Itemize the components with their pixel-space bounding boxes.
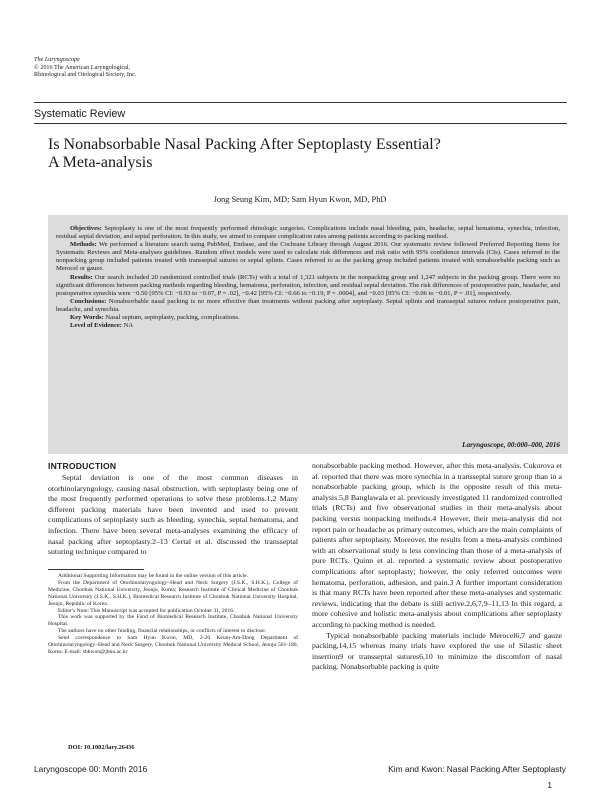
footnote: This work was supported by the Fund of Biomedical Research Institute, Chonbuk National University Hospital. [48,614,298,628]
keywords-text: Nasal septum, septoplasty, packing, complications. [103,314,240,322]
abstract-box [48,215,568,454]
abstract-level [56,322,560,330]
level-label: Level of Evidence: [70,322,123,330]
footnote-divider [48,569,144,570]
author-list: Jong Seung Kim, MD; Sam Hyun Kwon, MD, PhD [213,195,387,204]
objectives-text: Septoplasty is one of the most frequently performed rhinologic surgeries. Complications include nasal bleeding, pain, headache, septal hematoma, synechia, infection, residual septal deviation, and septal perforation. In this study, we aimed to compare complication rates among patients according to packing method. [56,225,560,241]
footnote: From the Department of Otorhinolaryngology–Head and Neck Surgery (J.S.K., S.H.K.), College of Medicine, Chonbuk National University, Jeonju, Korea; Research Institute of Clinical Medicine of Chonbuk National University (J.S.K., S.H.K.), Biomedical Research Institute of Chonbuk National University Hospital, Jeonju, Republic of Korea. [48,579,298,607]
journal-header [34,56,136,79]
section-divider [34,123,567,124]
abstract-keywords [56,314,560,322]
intro-heading: INTRODUCTION [48,461,117,471]
journal-name: The Laryngoscope [34,56,80,63]
footnote: Send correspondence to Sam Hyun Kwon, MD, 2-20 Keum-Am-Dong Department of Otorhinolaryngology–Head and Neck Surgery, Chonbuk National University Medical School, Jeonju 561-180, Korea. E-mail: shkwon@jbnu.ac.kr [48,635,298,655]
copyright-line: © 2016 The American Laryngological, [34,63,131,71]
intro-paragraph-1: Septal deviation is one of the most common diseases in otorhinolaryngology, causing nasal obstruction, with septoplasty being one of the most frequently performed operations to solve these problems.1,2 Many different packing materials have been invented and used to prevent complications of septoplasty such as bleeding, synechia, septal hematoma, and infection. There have been several meta-analyses examining the efficacy of nasal packing after septoplasty.2–13 Certal et al. discussed the transseptal suturing technique compared to [48,473,298,557]
title-line-1: Is Nonabsorbable Nasal Packing After Septoplasty Essential? [48,136,441,153]
top-divider [34,102,567,103]
section-label: Systematic Review [34,108,126,120]
abstract-results [56,274,560,298]
title-line-2: A Meta-analysis [48,154,153,171]
abstract-objectives [56,225,560,241]
footnote: The authors have no other funding, financial relationships, or conflicts of interest to disclose. [58,628,267,635]
objectives-label: Objectives: [70,225,102,232]
intro-paragraph-2: nonabsorbable packing method. However, after this meta-analysis, Cukurova et al. reported that there was more synechia in a transseptal suture group than in a nonabsorbable packing group, which is the opposite result of this meta-analysis.5,8 Banglawala et al. previously investigated 11 randomized controlled trials (RCTs) and five observational studies in their meta-analysis about packing versus nonpacking methods.4 However, their meta-analysis did not report pain or headache as primary outcomes, which are the main complaints of patients after septoplasty. Moreover, the results from a meta-analysis combined with an observational study is less convincing than those of a meta-analysis of pure RCTs. Quinn et al. reported a systematic review about postoperative complications after septoplasty; however, the only referred outcomes were hematoma, perforation, adhesion, and pain.3 A further important consideration is that many RCTs have been reported after these meta-analyses and systematic reviews, indicating that the debate is still active.2,6,7,9–11,13 In this regard, a more cohesive and holistic meta-analysis about complications after septoplasty according to packing method is needed. [312,461,562,629]
results-label: Results: [70,273,93,281]
article-title [48,136,568,172]
conclusions-text: Nonabsorbable nasal packing is no more effective than treatments without packing after septoplasty. Septal splints and transseptal sutures reduce postoperative pain, headache, and synechia. [56,297,560,313]
footnote: Editor's Note: This Manuscript was accepted for publication October 31, 2016. [58,607,235,614]
journal-citation: Laryngoscope, 00:000–000, 2016 [462,440,560,449]
left-column [48,473,298,558]
intro-paragraph-3: Typical nonabsorbable packing materials include Merocel6,7 and gauze packing,14,15 whereas many trials have explored the use of Silastic sheet insertion9 or transseptal sutures6,10 to minimize the discomfort of nasal packing. Nonabsorbable packing is quite [312,630,562,672]
page-number: 1 [547,780,552,790]
footnote: Additional Supporting Information may be found in the online version of this article. [58,573,248,579]
methods-text: We performed a literature search using PubMed, Embase, and the Cochrane Library through August 2016. Our systematic review followed Preferred Reporting Items for Systematic Reviews and Meta-analyses guidelines. Random effect models were used to calculate risk differences and risk ratio with 95% confidence intervals (CIs). Cases referred to the nonpacking group included patients treated with transseptal sutures or septal splints. Cases referred to as the packing group included patients treated with nonabsorbable packing such as Merocel or gauze. [56,241,560,273]
abstract-methods [56,241,560,273]
results-text: Our search included 20 randomized controlled trials (RCTs) with a total of 1,321 subjects in the nonpacking group and 1,247 subjects in the packing group. There were no significant differences between packing methods regarding bleeding, hematoma, perforation, infection, and residual septal deviation. The risk differences of postoperative pain, headache, and postoperative synechia were −0.50 [95% CI: −0.93 to −0.07, P = .02], −0.42 [95% CI: −0.66 to −0.19, P = .0004], and −0.03 [95% CI: −0.06 to −0.01, P = .01], respectively. [56,273,560,297]
abstract-conclusions [56,298,560,314]
right-column [312,461,562,673]
footer-running-title: Kim and Kwon: Nasal Packing After Septoplasty [388,764,566,774]
doi-link[interactable]: DOI: 10.1002/lary.26436 [68,744,135,751]
level-text: NA [122,322,134,330]
footnotes [48,573,298,656]
footer-journal-issue: Laryngoscope 00: Month 2016 [34,764,148,774]
society-line: Rhinological and Otological Society, Inc. [34,71,137,79]
methods-label: Methods: [70,241,97,249]
conclusions-label: Conclusions: [70,297,107,305]
keywords-label: Key Words: [70,314,104,322]
